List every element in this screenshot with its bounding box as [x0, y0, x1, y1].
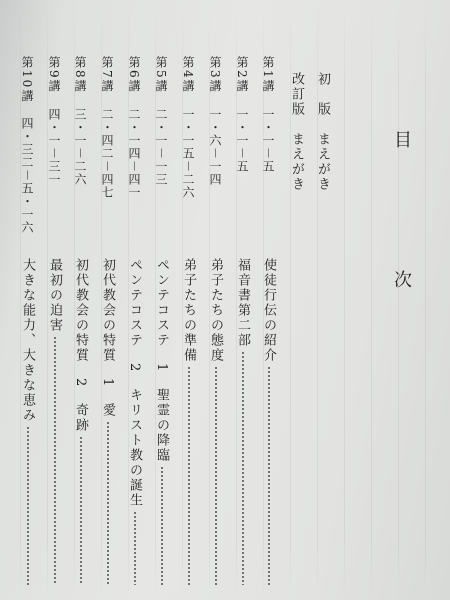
scripture-ref: 一・六－一四 [208, 107, 222, 186]
scripture-ref: 一・一五－二六 [181, 107, 195, 199]
entry-title: 弟子たちの準備 [181, 258, 196, 363]
leader-dots [53, 336, 57, 585]
scripture-ref: 二・四二－四七 [100, 107, 114, 199]
preface-first-edition [315, 72, 330, 192]
lecture-label: 第10講 [20, 56, 34, 104]
entry-title: 福音書第二部 [235, 258, 250, 348]
scripture-ref: 一・一－五 [261, 107, 275, 173]
scripture-ref: 二・一－一三 [154, 107, 168, 186]
entry-7 [101, 258, 114, 588]
leader-dots [133, 511, 137, 585]
entry-title: 初代教会の特質 1 愛 [100, 258, 115, 419]
entry-3 [209, 258, 222, 588]
lecture-8 [74, 56, 86, 236]
lecture-label: 第4講 [181, 56, 195, 94]
lecture-7 [101, 56, 113, 236]
entry-8 [74, 258, 87, 588]
lecture-2 [236, 56, 248, 236]
lecture-label: 第8講 [73, 56, 87, 94]
preface-label: 改訂版 まえがき [289, 72, 304, 192]
lecture-label: 第5講 [154, 56, 168, 94]
entry-title: 使徒行伝の紹介 [261, 258, 276, 363]
leader-dots [267, 366, 271, 585]
leader-dots [160, 466, 164, 585]
entry-4 [182, 258, 195, 588]
leader-dots [214, 366, 218, 585]
lecture-1 [262, 56, 274, 236]
leader-dots [187, 366, 191, 585]
leader-dots [106, 421, 110, 585]
lecture-label: 第3講 [208, 56, 222, 94]
entry-title: 大きな能力、大きな恵み [20, 258, 35, 423]
entry-title: ペンテコステ 1 聖霊の降臨 [154, 258, 169, 464]
lecture-6 [128, 56, 140, 236]
preface-revised-edition [289, 72, 304, 192]
entry-9 [48, 258, 61, 588]
entry-10 [21, 258, 34, 588]
preface-label: 初 版 まえがき [315, 72, 330, 192]
lecture-4 [182, 56, 194, 236]
page-title: 目 次 [391, 130, 412, 340]
lecture-3 [209, 56, 221, 236]
lecture-label: 第6講 [127, 56, 141, 94]
lecture-label: 第1講 [261, 56, 275, 94]
leader-dots [26, 426, 30, 585]
lecture-label: 第2講 [235, 56, 249, 94]
entry-title: 最初の迫害 [47, 258, 62, 333]
entry-2 [236, 258, 249, 588]
entry-title: 弟子たちの態度 [208, 258, 223, 363]
scripture-ref: 四・三二－五・一六 [20, 117, 34, 235]
lecture-9 [48, 56, 60, 236]
entry-6 [128, 258, 141, 588]
leader-dots [79, 436, 83, 585]
scripture-ref: 四・一－三一 [47, 107, 61, 186]
lecture-10 [21, 56, 33, 246]
lecture-label: 第7講 [100, 56, 114, 94]
entry-1 [262, 258, 275, 588]
scripture-ref: 二・一四－四一 [127, 107, 141, 199]
lecture-5 [155, 56, 167, 236]
entry-5 [155, 258, 168, 588]
scripture-ref: 三・一－二六 [73, 107, 87, 186]
lecture-label: 第9講 [47, 56, 61, 94]
entry-title: ペンテコステ 2 キリスト教の誕生 [127, 258, 142, 509]
scripture-ref: 一・一－五 [235, 107, 249, 173]
leader-dots [241, 351, 245, 585]
entry-title: 初代教会の特質 2 奇跡 [73, 258, 88, 434]
